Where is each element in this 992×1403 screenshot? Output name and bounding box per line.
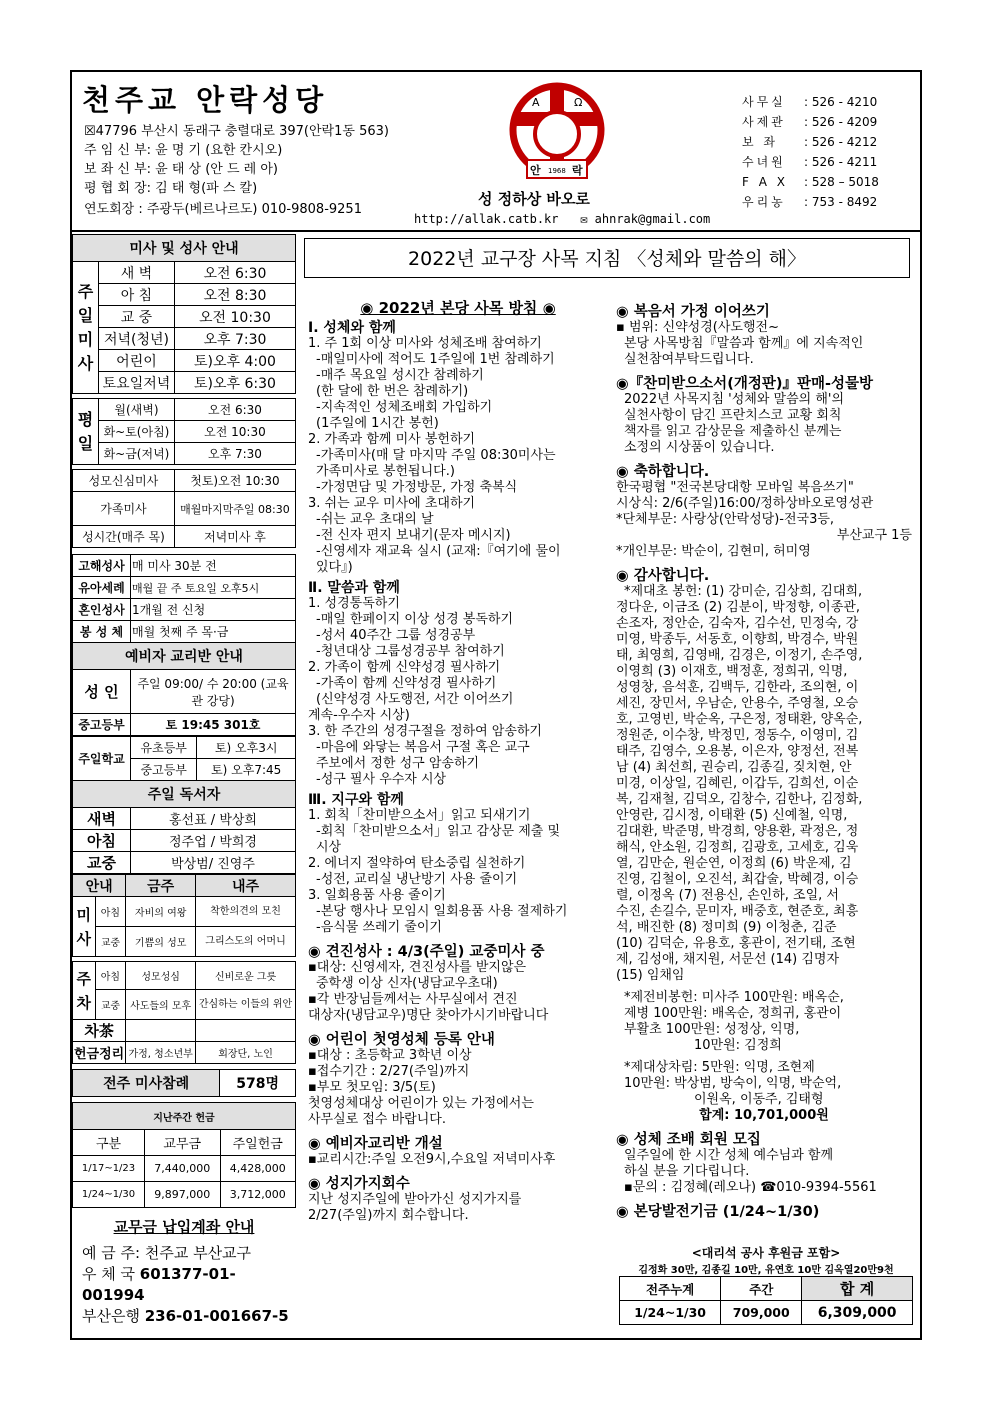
body-line: *제대초 봉헌: (1) 강미순, 김상희, 김대희, (624, 584, 863, 599)
duty-head: 안내 (73, 875, 126, 897)
duty-next-week: 간심하는 이들의 위안 (196, 990, 296, 1020)
pastor-line: 주 임 신 부: 윤 명 기 (요한 칸시오) (84, 143, 283, 158)
body-line: 이영희 (3) 이재호, 백정훈, 정희귀, 익명, (616, 664, 848, 679)
weekday-mass-name: 화~금(저녁) (99, 443, 175, 465)
main-content (304, 238, 912, 1321)
fund-box (619, 1244, 913, 1325)
notice-heading: ◉ 복음서 가정 이어쓰기 (616, 304, 770, 320)
logo-year: 1968 (548, 167, 566, 175)
catechumen-time: 주일 09:00/ 수 20:00 (교육관 강당) (131, 670, 296, 714)
body-line: -성구 필사 우수자 시상 (316, 772, 447, 787)
offering-head: 주일헌금 (220, 1130, 296, 1156)
body-line: -지속적인 성체조배회 가입하기 (316, 400, 493, 415)
phone-label: F A X (742, 175, 788, 189)
body-line: ▪대상: 신영세자, 견진성사를 받지않은 (308, 960, 527, 975)
school-group: 유초등부 (131, 737, 197, 759)
reader-names: 박상범/ 진영주 (131, 852, 296, 874)
notice-heading: ◉『찬미받으소서(개정판)』판매-성물방 (616, 376, 874, 392)
duty-this-week: 자비의 여왕 (126, 897, 196, 927)
body-line: (한 달에 한 번은 참례하기) (316, 384, 469, 399)
sunday-mass-name: 어린이 (99, 350, 175, 372)
offering-sunday: 4,428,000 (220, 1156, 296, 1182)
body-line: -매일미사에 적어도 1주일에 1번 참례하기 (316, 352, 555, 367)
body-line: 1. 성경통독하기 (308, 596, 400, 611)
catechumen-time: 토 19:45 301호 (131, 714, 296, 736)
body-line: -본당 행사나 모임시 일회용품 사용 절제하기 (316, 904, 568, 919)
duty-parking-label: 주 차 (73, 962, 96, 1020)
fund-head: 주간 (721, 1277, 802, 1301)
duty-next-week: 그리스도의 어머니 (196, 927, 296, 957)
phone-label: 사무실 (742, 95, 786, 109)
sunday-mass-name: 새 벽 (99, 262, 175, 284)
body-line: 10만원: 김정희 (694, 1038, 782, 1053)
body-line: 제병 100만원: 배옥순, 정희귀, 홍관이 (624, 1006, 842, 1021)
body-line: 세진, 장민서, 우남순, 안용수, 주영철, 오승 (616, 696, 859, 711)
body-line: 책자를 읽고 감상문을 제출하신 분께는 (624, 424, 842, 439)
body-line: *제대상차림: 5만원: 익명, 조현제 (624, 1060, 815, 1075)
special-mass-name: 가족미사 (73, 492, 175, 526)
website-link[interactable]: http://allak.catb.kr (414, 212, 559, 226)
offering-period: 1/17~1/23 (73, 1156, 145, 1182)
body-line: -회칙「찬미받으소서」읽고 감상문 제출 및 (316, 824, 561, 839)
mass-schedule-table (72, 234, 296, 548)
body-line: 이원옥, 이동주, 김태형 (694, 1092, 824, 1107)
body-line: *단체부문: 사랑상(안락성당)-전국3등, (616, 512, 835, 527)
body-line: 렬, 이정옥 (7) 전용신, 손인하, 조일, 서 (616, 888, 839, 903)
header (72, 72, 920, 232)
notice-heading: ◉ 성체 조배 회원 모집 (616, 1132, 761, 1148)
body-line: 진영, 김철이, 오진석, 최갑술, 박혜경, 이승 (616, 872, 859, 887)
offering-title: 지난주간 헌금 (73, 1103, 296, 1130)
body-line: -성전, 교리실 냉난방기 사용 줄이기 (316, 872, 518, 887)
account-label: 우 체 국 (82, 1265, 136, 1283)
duty-this-week: 기쁨의 성모 (126, 927, 196, 957)
body-line: 미영, 박종두, 서동호, 이향희, 박경수, 박원 (616, 632, 859, 647)
readers-title: 주일 독서자 (73, 781, 296, 808)
body-line: *제전비봉헌: 미사주 100만원: 배옥순, (624, 990, 844, 1005)
mass-title: 미사 및 성사 안내 (73, 235, 296, 262)
phone-entry (742, 172, 879, 192)
sacrament-name: 유아세례 (73, 577, 131, 599)
sunday-mass-name: 토요일저녁 (99, 372, 175, 394)
body-line: 사무실로 접수 바랍니다. (308, 1112, 446, 1127)
duty-mass-label: 미 사 (73, 897, 96, 957)
body-line: -가족이 함께 신약성경 필사하기 (316, 676, 497, 691)
body-line: 10만원: 박상범, 방숙이, 익명, 박순억, (624, 1076, 842, 1091)
body-line: 3. 쉬는 교우 미사에 초대하기 (308, 496, 476, 511)
page-title: 천주교 안락성당 (82, 83, 329, 117)
school-group: 중고등부 (131, 759, 197, 781)
body-line: 대상자(냉담교우)명단 찾아가시기바랍니다 (308, 1008, 549, 1023)
duty-this-week: 성모성심 (126, 962, 196, 990)
body-line: (신약성경 사도행전, 서간 이어쓰기 (316, 692, 514, 707)
offering-dues: 9,897,000 (145, 1182, 220, 1208)
body-line: 중학생 이상 신자(냉담교우초대) (316, 976, 498, 991)
sunday-mass-time: 오전 10:30 (174, 306, 295, 328)
special-mass-time: 매월마지막주일 08:30 (174, 492, 295, 526)
body-line: ▪교리시간:주일 오전9시,수요일 저녁미사후 (308, 1152, 556, 1167)
catechumen-group: 중고등부 (73, 714, 131, 736)
special-mass-time: 저녁미사 후 (174, 526, 295, 548)
body-line: -신영세자 재교육 실시 (교재:『여기에 물이 (316, 544, 561, 559)
account-label: 부산은행 (82, 1307, 140, 1325)
catechumen-title: 예비자 교리반 안내 (73, 643, 296, 670)
fund-period: 1/24~1/30 (620, 1301, 721, 1325)
body-line: 시상 (316, 840, 342, 855)
left-column (72, 234, 296, 1327)
fund-weekly: 709,000 (721, 1301, 802, 1325)
sacraments-table (72, 554, 296, 736)
body-line: -매주 목요일 성시간 참례하기 (316, 368, 484, 383)
body-line: 첫영성체대상 어린이가 있는 가정에서는 (308, 1096, 534, 1111)
body-line: 해식, 안소원, 김정희, 김광호, 고세호, 김욱 (616, 840, 859, 855)
body-line: 2. 가족과 함께 미사 봉헌하기 (308, 432, 476, 447)
body-line: ▪접수기간 : 2/27(주일)까지 (308, 1064, 470, 1079)
phone-number: : 528 – 5018 (804, 175, 879, 189)
body-line: 시상식: 2/6(주일)16:00/정하상바오로영성관 (616, 496, 874, 511)
council-line: 평 협 회 장: 김 태 형(파 스 칼) (84, 181, 258, 196)
fund-head: 전주누계 (620, 1277, 721, 1301)
body-line: 3. 일회용품 사용 줄이기 (308, 888, 446, 903)
patron-saint: 성 정하상 바오로 (478, 190, 590, 208)
body-line: 하실 분을 기다립니다. (624, 1164, 750, 1179)
phone-label: 우리농 (742, 195, 786, 209)
body-line: 한국평협 "전국본당대항 모바일 복음쓰기" (616, 480, 854, 495)
body-line: (1주일에 1시간 봉헌) (316, 416, 439, 431)
offering-period: 1/24~1/30 (73, 1182, 145, 1208)
phone-entry (742, 132, 877, 152)
cleanup-this-week: 가정, 청소년부 (126, 1042, 196, 1064)
body-line: 김대환, 박준명, 박경희, 양용환, 곽정은, 정 (616, 824, 859, 839)
body-line: 호, 고영빈, 박순옥, 구은정, 정태환, 양옥순, (616, 712, 863, 727)
phone-label: 수녀원 (742, 155, 786, 169)
fund-donors: 김정화 30만, 김종길 10만, 유연호 10만 김옥열20만9천 (638, 1265, 894, 1276)
body-line: 2. 가족이 함께 신약성경 필사하기 (308, 660, 501, 675)
offering-table (72, 1102, 296, 1208)
body-line: 태주, 김영수, 오용봉, 이은자, 양정선, 전복 (616, 744, 859, 759)
duty-next-week: 신비로운 그릇 (196, 962, 296, 990)
body-line: ▪문의 : 김정혜(레오나) ☎010-9394-5561 (624, 1180, 877, 1195)
body-line: -가정면담 및 가정방문, 가정 축복식 (316, 480, 518, 495)
sacrament-info: 매월 첫째 주 목·금 (131, 621, 296, 643)
body-line: 제, 김성애, 채지원, 서문선 (14) 김명자 (616, 952, 839, 967)
fund-total: 6,309,000 (802, 1301, 913, 1325)
school-time: 토) 오후3시 (197, 737, 296, 759)
main-title: 2022년 교구장 사목 지침 〈성체와 말씀의 해〉 (304, 238, 910, 278)
sacrament-info: 매 미사 30분 전 (131, 555, 296, 577)
sacrament-name: 혼인성사 (73, 599, 131, 621)
body-line: 성영창, 음석훈, 김백두, 김한라, 조의현, 이 (616, 680, 859, 695)
sunday-school-label: 주일학교 (73, 737, 131, 781)
body-line: 태, 최영희, 김영배, 김경은, 이정기, 손주영, (616, 648, 863, 663)
attendance-label: 전주 미사참례 (73, 1070, 220, 1097)
offering-sunday: 3,712,000 (220, 1182, 296, 1208)
attendance-count: 578명 (220, 1070, 296, 1097)
body-line: ▪각 반장님들께서는 사무실에서 견진 (308, 992, 518, 1007)
offering-head: 구분 (73, 1130, 145, 1156)
body-line: 지난 성지주일에 받아가신 성지가지를 (308, 1192, 522, 1207)
weekday-mass-time: 오후 7:30 (174, 443, 295, 465)
body-line: 주보에서 정한 성구 암송하기 (316, 756, 480, 771)
sub-heading: Ⅰ. 성체와 함께 (308, 320, 396, 336)
phone-label: 보 좌 (742, 135, 778, 149)
body-line: 열, 김만순, 원순연, 이정희 (6) 박운제, 김 (616, 856, 852, 871)
phone-entry (742, 92, 877, 112)
catechumen-group: 성 인 (73, 670, 131, 714)
logo-left: 안 (530, 164, 541, 177)
reader-names: 홍선표 / 박상희 (131, 808, 296, 830)
body-line: 정다운, 이금조 (2) 김분이, 박정향, 이종관, (616, 600, 860, 615)
body-line: -청년대상 그룹성경공부 참여하기 (316, 644, 505, 659)
sacrament-info: 1개월 전 신청 (131, 599, 296, 621)
body-line: 가족미사로 봉헌됩니다.) (316, 464, 455, 479)
school-time: 토) 오후7:45 (197, 759, 296, 781)
notice-heading: ◉ 어린이 첫영성체 등록 안내 (308, 1032, 495, 1048)
fund-table (619, 1276, 913, 1325)
duty-next-week: 착한의견의 모친 (196, 897, 296, 927)
weekday-label: 평 일 (73, 399, 99, 465)
account-value: 601377-01-001994 (82, 1265, 236, 1304)
notice-heading: ◉ 성지가지회수 (308, 1176, 410, 1192)
body-line: 일주일에 한 시간 성체 예수님과 함께 (624, 1148, 834, 1163)
body-line: (10) 김덕순, 유용호, 홍관이, 전기태, 조현 (616, 936, 856, 951)
fund-note: <대리석 공사 후원금 포함> (691, 1246, 841, 1260)
address-line: ☒47796 부산시 동래구 충렬대로 397(안락1동 563) (84, 124, 389, 139)
body-line: 합계: 10,701,000원 (699, 1108, 829, 1123)
body-line: 남 (4) 최선희, 권승리, 김종길, 짖치현, 안 (616, 760, 852, 775)
account-value: 236-01-001667-5 (144, 1307, 289, 1325)
weekday-mass-name: 월(새벽) (99, 399, 175, 421)
special-mass-name: 성모신심미사 (73, 470, 175, 492)
logo-right: 락 (572, 164, 583, 177)
special-mass-name: 성시간(매주 목) (73, 526, 175, 548)
reader-mass: 교중 (73, 852, 131, 874)
body-line: 수진, 손길수, 문미자, 배중호, 현준호, 최흥 (616, 904, 859, 919)
duty-slot: 아침 (95, 962, 126, 990)
notice-heading: ◉ 감사합니다. (616, 568, 710, 584)
omega-letter: Ω (574, 96, 583, 109)
body-line: 계속-우수자 시상) (308, 708, 410, 723)
body-line: *개인부문: 박순이, 김현미, 허미영 (616, 544, 811, 559)
assistant-line: 보 좌 신 부: 윤 태 상 (안 드 레 아) (84, 162, 278, 177)
body-line: -전 신자 편지 보내기(문자 메시지) (316, 528, 511, 543)
sunday-mass-name: 교 중 (99, 306, 175, 328)
body-line: 미경, 이상일, 김혜린, 이갑두, 김희선, 이순 (616, 776, 859, 791)
body-line: -마음에 와닿는 복음서 구절 혹은 교구 (316, 740, 530, 755)
offering-dues: 7,440,000 (145, 1156, 220, 1182)
sub-heading: Ⅲ. 지구와 함께 (308, 792, 404, 808)
special-mass-time: 첫토)오전 10:30 (174, 470, 295, 492)
body-line: -가족미사(매 달 마지막 주일 08:30미사는 (316, 448, 556, 463)
body-line: 2022년 사목지침 '성체와 말씀의 해'의 (624, 392, 845, 407)
phone-number: : 526 - 4209 (804, 115, 878, 129)
sunday-mass-name: 아 침 (99, 284, 175, 306)
weekday-mass-time: 오전 6:30 (174, 399, 295, 421)
sunday-label: 주 일 미 사 (73, 262, 99, 394)
contact-urls (414, 212, 710, 226)
phone-label: 사제관 (742, 115, 786, 129)
sunday-mass-name: 저녁(청년) (99, 328, 175, 350)
body-line: 본당 사목방침『말씀과 함께』에 지속적인 (624, 336, 864, 351)
phone-number: : 526 - 4212 (804, 135, 878, 149)
body-line: 1. 주 1회 이상 미사와 성체조배 참여하기 (308, 336, 542, 351)
offering-head: 교무금 (145, 1130, 220, 1156)
phone-number: : 526 - 4211 (804, 155, 878, 169)
yeondo-line: 연도회장 : 주광두(베르나르도) 010-9808-9251 (84, 202, 362, 217)
email-link[interactable]: ahnrak@gmail.com (594, 212, 711, 226)
body-line: -쉬는 교우 초대의 날 (316, 512, 434, 527)
body-line: ▪부모 첫모임: 3/5(토) (308, 1080, 436, 1095)
notice-heading: ◉ 본당발전기금 (1/24~1/30) (616, 1204, 820, 1220)
weekday-mass-time: 오전 10:30 (174, 421, 295, 443)
reader-mass: 새벽 (73, 808, 131, 830)
content-column-2 (616, 296, 912, 1220)
sunday-school-table (72, 736, 296, 874)
body-line: 있다』) (316, 560, 353, 575)
weekday-mass-name: 화~토(아침) (99, 421, 175, 443)
reader-names: 정주업 / 박희경 (131, 830, 296, 852)
bulletin-page (70, 70, 922, 1340)
alpha-letter: A (532, 96, 540, 109)
account-title: 교무금 납입계좌 안내 (113, 1218, 255, 1236)
phone-number: : 526 - 4210 (804, 95, 878, 109)
body-line: -음식물 쓰레기 줄이기 (316, 920, 442, 935)
mail-icon: ✉ (580, 212, 588, 226)
notice-heading: ◉ 예비자교리반 개설 (308, 1136, 443, 1152)
body-line: 손조자, 정안순, 김숙자, 김수선, 민정숙, 강 (616, 616, 859, 631)
phone-number: : 753 - 8492 (804, 195, 878, 209)
parish-logo (502, 78, 612, 186)
body-line: 석, 배진한 (8) 정미희 (9) 이청춘, 김준 (616, 920, 837, 935)
body-line: 부산교구 1등 (836, 528, 912, 543)
phone-entry (742, 152, 877, 172)
body-line: 안영란, 김시정, 이태환 (5) 신예철, 익명, (616, 808, 848, 823)
body-line: 복, 김재철, 김덕오, 김창수, 김한나, 김정화, (616, 792, 863, 807)
phone-entry (742, 192, 877, 212)
fund-head: 합 계 (802, 1277, 913, 1301)
account-label: 예 금 주: (82, 1244, 141, 1262)
phone-entry (742, 112, 877, 132)
body-line: 부활초 100만원: 성정상, 익명, (624, 1022, 800, 1037)
sunday-mass-time: 토)오후 6:30 (174, 372, 295, 394)
body-line: 정원준, 이수창, 박정민, 정동수, 이영미, 김 (616, 728, 859, 743)
sunday-mass-time: 오전 6:30 (174, 262, 295, 284)
account-list (72, 1243, 296, 1327)
duty-this-week: 사도들의 모후 (126, 990, 196, 1020)
sunday-mass-time: 오전 8:30 (174, 284, 295, 306)
sacrament-name: 고해성사 (73, 555, 131, 577)
attendance-table (72, 1069, 296, 1097)
duty-slot: 교중 (95, 927, 126, 957)
duty-table (72, 874, 296, 1064)
sacrament-name: 봉 성 체 (73, 621, 131, 643)
sunday-mass-time: 오후 7:30 (174, 328, 295, 350)
body-line: 2. 에너지 절약하여 탄소중립 실천하기 (308, 856, 526, 871)
cleanup-label: 헌금정리 (73, 1042, 126, 1064)
section-heading: ◉ 2022년 본당 사목 방침 ◉ (360, 299, 556, 317)
reader-mass: 아침 (73, 830, 131, 852)
body-line: -성서 40주간 그룹 성경공부 (316, 628, 476, 643)
sunday-mass-time: 토)오후 4:00 (174, 350, 295, 372)
duty-slot: 아침 (95, 897, 126, 927)
body-line: 실천참여부탁드립니다. (624, 352, 754, 367)
tea-duty: 차茶 (73, 1020, 126, 1042)
notice-heading: ◉ 견진성사 : 4/3(주일) 교중미사 중 (308, 944, 545, 960)
body-line: -매일 한페이지 이상 성경 봉독하기 (316, 612, 514, 627)
sacrament-info: 매월 끝 주 토요일 오후5시 (131, 577, 296, 599)
sub-heading: Ⅱ. 말씀과 함께 (308, 580, 400, 596)
duty-head: 내주 (196, 875, 296, 897)
content-column-1 (308, 296, 608, 1224)
cleanup-next-week: 회장단, 노인 (196, 1042, 296, 1064)
body-line: ▪대상 : 초등학교 3학년 이상 (308, 1048, 472, 1063)
body-line: 1. 회칙「찬미받으소서」읽고 되새기기 (308, 808, 531, 823)
body-line: (15) 임채임 (616, 968, 685, 983)
duty-slot: 교중 (95, 990, 126, 1020)
body-line: 2/27(주일)까지 회수합니다. (308, 1208, 469, 1223)
duty-head: 금주 (126, 875, 196, 897)
account-value: 천주교 부산교구 (144, 1244, 252, 1262)
notice-heading: ◉ 축하합니다. (616, 464, 710, 480)
body-line: 실천사항이 담긴 프란치스코 교황 회칙 (624, 408, 842, 423)
body-line: 3. 한 주간의 성경구절을 정하여 암송하기 (308, 724, 542, 739)
body-line: 소정의 시상품이 있습니다. (624, 440, 775, 455)
body-line: ▪ 범위: 신약성경(사도행전~ (616, 320, 779, 335)
